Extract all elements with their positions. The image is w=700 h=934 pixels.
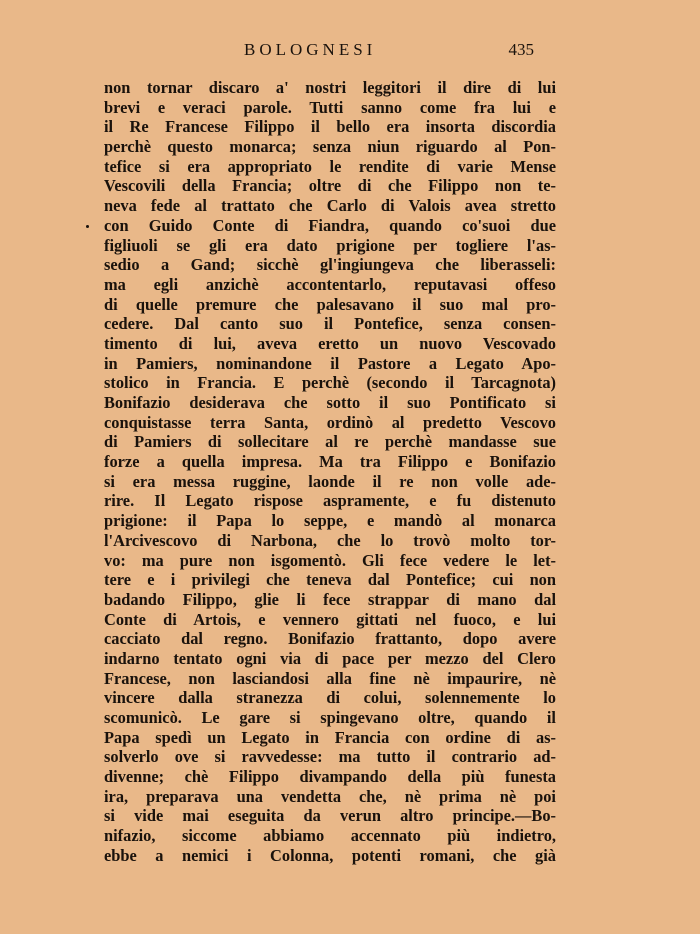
page-header: [104, 40, 534, 66]
page-number: 435: [508, 40, 534, 59]
text-line: nifazio, siccome abbiamo accennato più indietro,: [104, 826, 556, 846]
text-line: prigione: il Papa lo seppe, e mandò al monarca: [104, 511, 556, 531]
text-line: scomunicò. Le gare si spingevano oltre, quando il: [104, 708, 556, 727]
ink-speck: [86, 225, 89, 228]
text-line: vo: ma pure non isgomentò. Gli fece vedere le let-: [104, 550, 556, 570]
text-line: divenne; chè Filippo divampando della più funesta: [104, 767, 556, 787]
text-line: neva fede al trattato che Carlo di Valois avea stretto: [104, 196, 556, 216]
text-line: badando Filippo, glie li fece strappar di mano dal: [104, 589, 556, 609]
text-line: perchè questo monarca; senza niun riguardo al Pon-: [104, 137, 556, 157]
text-line: tefice si era appropriato le rendite di varie Mense: [104, 156, 556, 176]
text-line: ma egli anzichè accontentarlo, reputavasi offeso: [104, 274, 556, 294]
text-line: sedio a Gand; sicchè gl'ingiungeva che liberasseli:: [104, 255, 556, 275]
text-line: Conte di Artois, e vennero gittati nel fuoco, e lui: [104, 609, 556, 629]
text-line: in Pamiers, nominandone il Pastore a Legato Apo-: [104, 353, 556, 373]
text-line: stolico in Francia. E perchè (secondo il Tarcagnota): [104, 373, 556, 393]
text-line: cedere. Dal canto suo il Pontefice, senza consen-: [104, 314, 556, 334]
text-line: figliuoli se gli era dato prigione per togliere l'as-: [104, 235, 556, 255]
text-line: conquistasse terra Santa, ordinò al predetto Vescovo: [104, 412, 556, 432]
running-title: BOLOGNESI: [244, 40, 377, 59]
text-line: solverlo ove si ravvedesse: ma tutto il contrario ad-: [104, 747, 556, 767]
text-line: si vide mai eseguita da verun altro principe.—Bo-: [104, 806, 556, 826]
text-line: Francese, non lasciandosi alla fine nè impaurire, nè: [104, 668, 556, 688]
text-line: brevi e veraci parole. Tutti sanno come fra lui e: [104, 97, 556, 117]
text-line: non tornar discaro a' nostri leggitori il dire di lui: [104, 78, 556, 97]
text-line: cacciato dal regno. Bonifazio frattanto, dopo avere: [104, 629, 556, 649]
body-text: [104, 78, 556, 866]
text-line: forze a quella impresa. Ma tra Filippo e Bonifazio: [104, 452, 556, 472]
text-line: Vescovili della Francia; oltre di che Filippo non te-: [104, 176, 556, 196]
text-line: indarno tentato ogni via di pace per mezzo del Clero: [104, 648, 556, 668]
text-line: Papa spedì un Legato in Francia con ordine di as-: [104, 727, 556, 747]
text-line: il Re Francese Filippo il bello era insorta discordia: [104, 117, 556, 137]
text-line: con Guido Conte di Fiandra, quando co'suoi due: [104, 215, 556, 235]
text-line: vincere dalla stranezza di colui, solennemente lo: [104, 688, 556, 708]
text-line: timento di lui, aveva eretto un nuovo Vescovado: [104, 333, 556, 353]
text-line: l'Arcivescovo di Narbona, che lo trovò molto tor-: [104, 530, 556, 550]
text-line: ira, preparava una vendetta che, nè prima nè poi: [104, 786, 556, 806]
text-line: Bonifazio desiderava che sotto il suo Pontificato si: [104, 393, 556, 412]
text-line: ebbe a nemici i Colonna, potenti romani, che già: [104, 845, 556, 865]
text-line: tere e i privilegi che teneva dal Pontefice; cui non: [104, 570, 556, 590]
text-line: si era messa ruggine, laonde il re non volle ade-: [104, 471, 556, 491]
text-line: rire. Il Legato rispose aspramente, e fu distenuto: [104, 491, 556, 511]
text-line: di Pamiers di sollecitare al re perchè mandasse sue: [104, 432, 556, 452]
text-line: di quelle premure che palesavano il suo mal pro-: [104, 294, 556, 314]
